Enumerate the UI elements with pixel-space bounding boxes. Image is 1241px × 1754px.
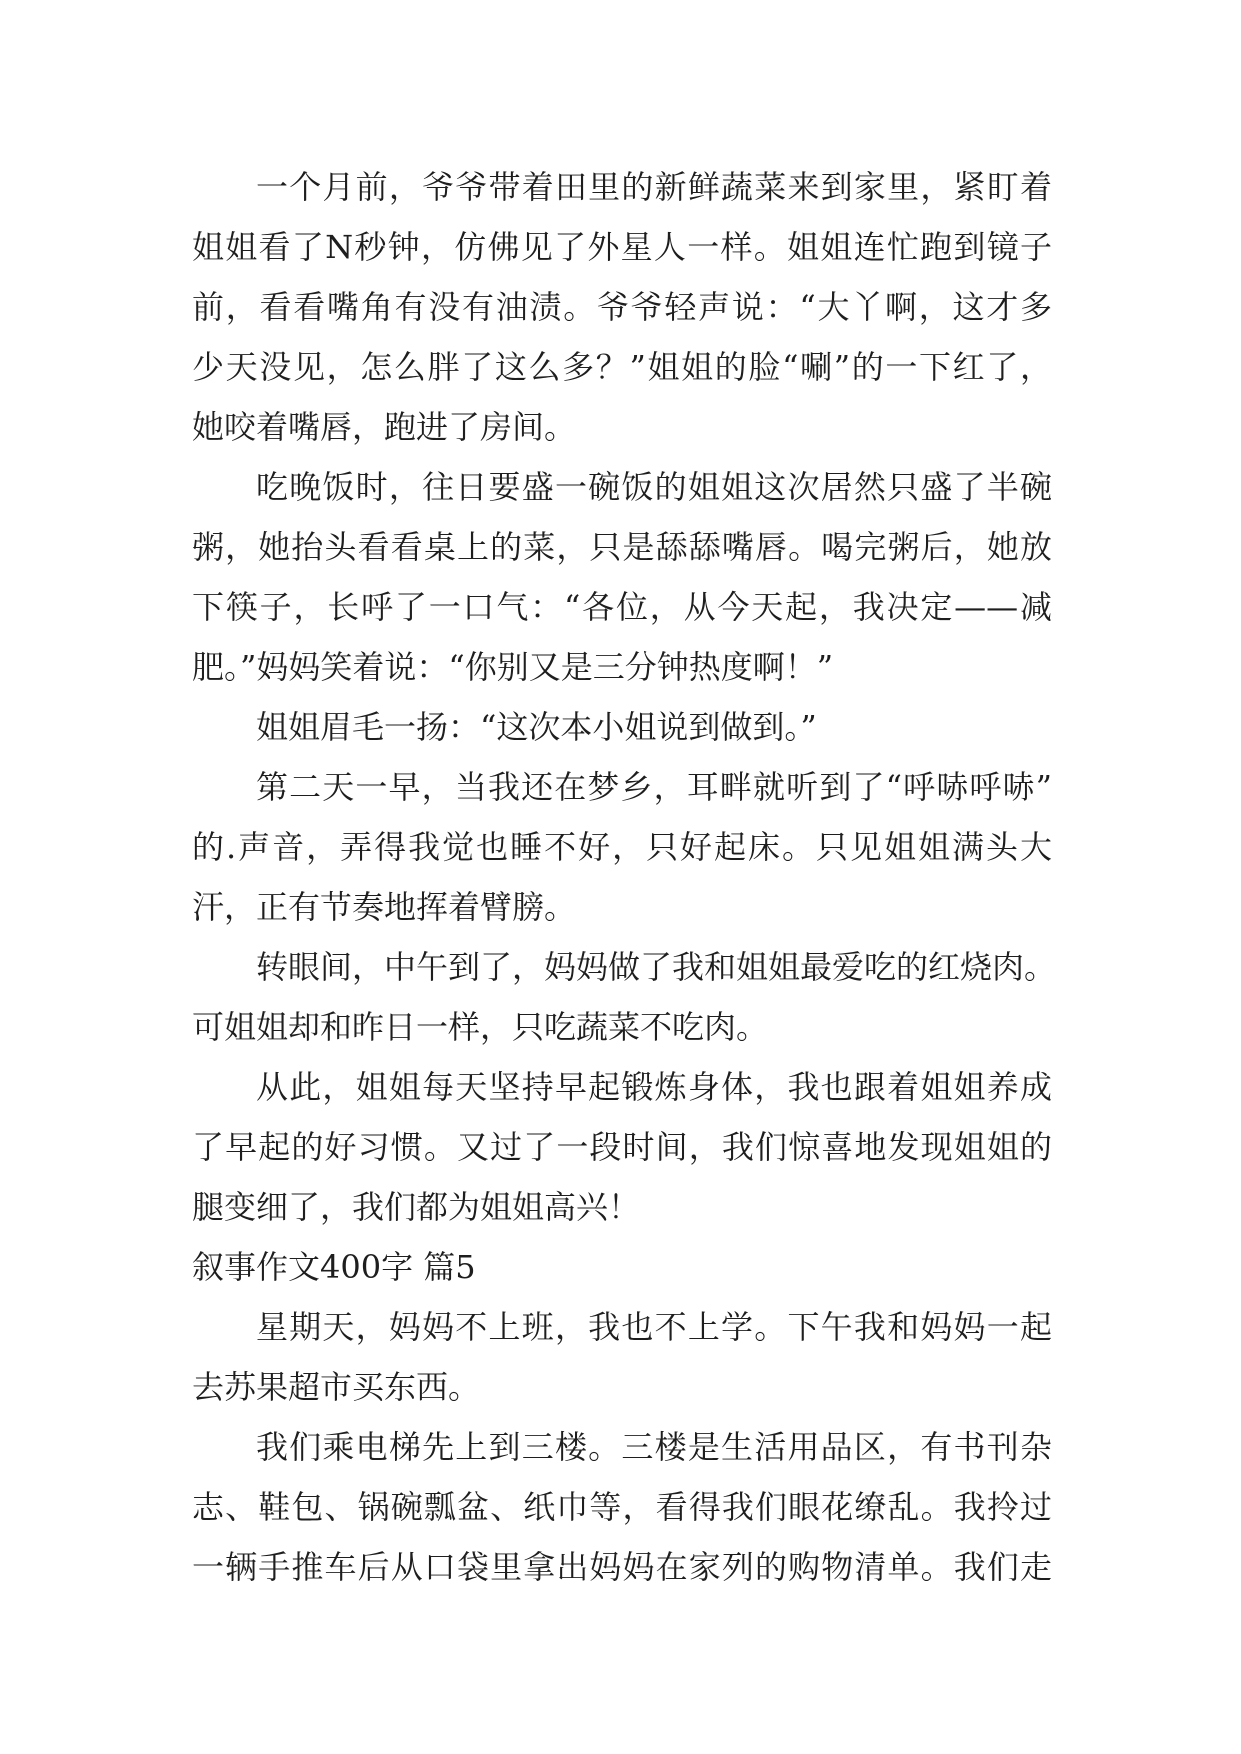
paragraph-2-line-1: 吃晚饭时，往日要盛一碗饭的姐姐这次居然只盛了半碗 [256, 468, 1052, 506]
paragraph-1-line-1: 一个月前，爷爷带着田里的新鲜蔬菜来到家里，紧盯着 [256, 168, 1052, 206]
paragraph-6-line-1: 从此，姐姐每天坚持早起锻炼身体，我也跟着姐姐养成 [256, 1068, 1052, 1106]
paragraph-6-line-2: 了早起的好习惯。又过了一段时间，我们惊喜地发现姐姐的 [192, 1128, 1052, 1166]
paragraph-3-line-1: 姐姐眉毛一扬：“这次本小姐说到做到。” [256, 708, 817, 746]
paragraph-8-line-2: 志、鞋包、锅碗瓢盆、纸巾等，看得我们眼花缭乱。我拎过 [192, 1488, 1052, 1526]
paragraph-1-line-5: 她咬着嘴唇，跑进了房间。 [192, 408, 577, 446]
paragraph-6-line-3: 腿变细了，我们都为姐姐高兴！ [192, 1188, 641, 1226]
paragraph-7-line-1: 星期天，妈妈不上班，我也不上学。下午我和妈妈一起 [256, 1308, 1052, 1346]
paragraph-1-line-2: 姐姐看了N秒钟，仿佛见了外星人一样。姐姐连忙跑到镜子 [192, 228, 1052, 266]
paragraph-4-line-3: 汗，正有节奏地挥着臂膀。 [192, 888, 577, 926]
paragraph-2-line-4: 肥。”妈妈笑着说：“你别又是三分钟热度啊！” [192, 648, 834, 686]
paragraph-8-line-3: 一辆手推车后从口袋里拿出妈妈在家列的购物清单。我们走 [192, 1548, 1052, 1586]
paragraph-8-line-1: 我们乘电梯先上到三楼。三楼是生活用品区，有书刊杂 [256, 1428, 1052, 1466]
paragraph-1-line-3: 前，看看嘴角有没有油渍。爷爷轻声说：“大丫啊，这才多 [192, 288, 1052, 326]
paragraph-5-line-1: 转眼间，中午到了，妈妈做了我和姐姐最爱吃的红烧肉。 [256, 948, 1057, 986]
paragraph-4-line-1: 第二天一早，当我还在梦乡，耳畔就听到了“呼哧呼哧” [256, 768, 1052, 806]
paragraph-1-line-4: 少天没见，怎么胖了这么多？”姐姐的脸“唰”的一下红了， [192, 348, 1052, 386]
section-heading: 叙事作文400字 篇5 [192, 1248, 476, 1286]
paragraph-7-line-2: 去苏果超市买东西。 [192, 1368, 481, 1406]
paragraph-2-line-3: 下筷子，长呼了一口气：“各位，从今天起，我决定——减 [192, 588, 1052, 626]
paragraph-4-line-2: 的.声音，弄得我觉也睡不好，只好起床。只见姐姐满头大 [192, 828, 1052, 866]
paragraph-5-line-2: 可姐姐却和昨日一样，只吃蔬菜不吃肉。 [192, 1008, 769, 1046]
paragraph-2-line-2: 粥，她抬头看看桌上的菜，只是舔舔嘴唇。喝完粥后，她放 [192, 528, 1052, 566]
